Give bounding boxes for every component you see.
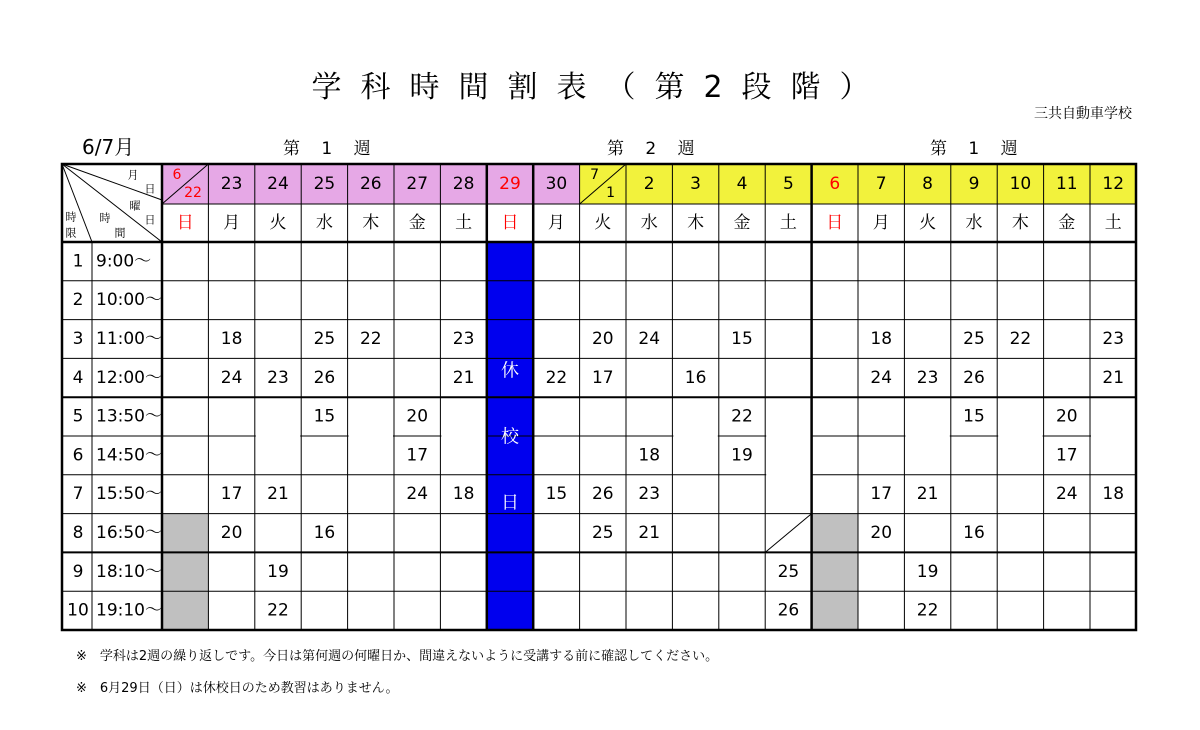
weekday-label: 金 [733,213,751,233]
lesson-number: 15 [313,406,336,427]
corner-jigen: 時 [65,210,77,224]
week-label-1: 第 1 週 [283,139,379,159]
lesson-number: 16 [684,367,707,388]
lesson-number: 17 [406,445,429,466]
period-time: 13:50～ [96,406,162,427]
lesson-number: 23 [452,329,475,349]
lesson-number: 24 [638,329,661,349]
note-holiday: ※ 6月29日（日）は休校日のため教習はありません。 [76,681,399,696]
lesson-number: 26 [591,484,614,505]
period-time: 14:50～ [96,445,162,466]
lesson-number: 18 [1102,484,1125,505]
lesson-number: 17 [220,484,243,505]
lesson-number: 23 [267,367,289,388]
slash-line [765,514,811,553]
lesson-number: 18 [220,329,243,349]
date-label: 11 [1055,174,1078,194]
lesson-number: 15 [545,484,568,505]
corner-yobi: 曜 [129,199,141,213]
lesson-number: 24 [1055,484,1078,505]
weekday-label: 日 [176,213,194,233]
corner-day2: 日 [144,213,156,227]
page-title: 学科時間割表（第2段階） [311,70,889,105]
period-time: 18:10～ [96,561,162,582]
lesson-number: 20 [220,523,243,543]
lesson-number: 18 [638,445,661,466]
lesson-number: 15 [963,406,985,427]
date-label: 25 [313,174,336,194]
lesson-number: 21 [1102,367,1125,388]
date-label: 12 [1102,174,1125,194]
period-number: 8 [72,523,84,543]
weekday-label: 土 [455,213,473,233]
lesson-number: 19 [731,445,753,466]
period-time: 12:00～ [96,367,162,388]
weekday-label: 火 [594,213,612,233]
holiday-text: 休 [501,360,519,382]
lesson-number: 22 [1009,329,1032,349]
lesson-number: 21 [638,523,661,543]
week-label-3: 第 1 週 [930,139,1026,159]
weekday-label: 金 [408,213,426,233]
lesson-number: 18 [452,484,475,505]
corner-day: 日 [144,182,156,196]
lesson-number: 17 [870,484,893,505]
date-top: 7 [590,167,600,183]
week-label-2: 第 2 週 [607,139,703,159]
date-label: 9 [968,174,980,194]
lesson-number: 19 [916,561,939,582]
date-label: 30 [545,174,568,194]
lesson-number: 22 [267,600,289,621]
lesson-number: 24 [220,367,243,388]
lesson-number: 17 [1055,445,1078,466]
lesson-number: 26 [313,367,336,388]
lesson-number: 16 [963,523,985,543]
note-repeat: ※ 学科は2週の繰り返しです。今日は第何週の何曜日か、間違えないように受講する前に確認してください。 [76,649,719,664]
month-label: 6/7月 [82,135,135,159]
lesson-number: 26 [777,600,800,621]
date-bottom: 22 [184,185,202,201]
lesson-number: 22 [916,600,939,621]
lesson-number: 23 [638,484,661,505]
date-label: 23 [220,174,243,194]
lesson-number: 22 [731,406,753,427]
period-number: 5 [72,406,84,427]
date-label: 5 [782,174,794,194]
lesson-number: 25 [963,329,985,349]
lesson-number: 17 [591,367,614,388]
lesson-number: 20 [870,523,893,543]
weekday-label: 水 [315,213,333,233]
lesson-number: 21 [267,484,289,505]
closed-block [812,514,858,630]
date-bottom: 1 [606,185,616,201]
weekday-label: 土 [779,213,797,233]
lesson-number: 22 [545,367,568,388]
weekday-label: 月 [547,213,565,233]
lesson-number: 20 [1055,406,1078,427]
period-time: 16:50～ [96,523,162,543]
weekday-label: 水 [640,213,658,233]
closed-block [162,514,208,630]
date-label: 7 [875,174,887,194]
date-label: 10 [1009,174,1032,194]
date-label: 24 [267,174,289,194]
lesson-number: 16 [313,523,336,543]
period-time: 10:00～ [96,290,162,311]
date-label: 6 [829,174,841,194]
lesson-number: 22 [359,329,382,349]
lesson-number: 25 [777,561,800,582]
date-label: 29 [499,174,521,194]
date-label: 26 [359,174,382,194]
period-number: 2 [72,290,84,311]
holiday-text: 日 [501,492,519,514]
date-label: 2 [643,174,655,194]
weekday-label: 金 [1058,213,1076,233]
period-number: 9 [72,561,84,582]
date-label: 3 [690,174,702,194]
period-time: 11:00～ [96,329,162,349]
lesson-number: 21 [452,367,475,388]
period-time: 15:50～ [96,484,162,505]
lesson-number: 21 [916,484,939,505]
date-label: 27 [406,174,429,194]
lesson-number: 15 [731,329,753,349]
corner-month: 月 [127,168,139,182]
period-time: 9:00～ [96,251,152,272]
weekday-label: 火 [269,213,287,233]
lesson-number: 23 [916,367,939,388]
weekday-label: 土 [1104,213,1122,233]
date-top: 6 [172,167,182,183]
weekday-label: 月 [223,213,241,233]
lesson-number: 26 [963,367,985,388]
corner-jigen: 限 [65,226,77,240]
lesson-number: 25 [313,329,336,349]
period-number: 4 [72,367,84,388]
lesson-number: 20 [406,406,429,427]
date-label: 4 [736,174,748,194]
holiday-text: 校 [501,426,519,448]
lesson-number: 25 [591,523,614,543]
school-name: 三共自動車学校 [1034,106,1132,122]
lesson-number: 20 [591,329,614,349]
period-time: 19:10～ [96,600,162,621]
lesson-number: 18 [870,329,893,349]
period-number: 6 [72,445,84,466]
weekday-label: 木 [687,213,705,233]
lesson-number: 24 [406,484,429,505]
weekday-label: 日 [826,213,844,233]
weekday-label: 月 [872,213,890,233]
corner-jikan: 間 [114,226,126,240]
period-number: 7 [72,484,84,505]
corner-jikan: 時 [99,211,111,225]
lesson-number: 23 [1102,329,1125,349]
period-number: 10 [67,600,89,621]
period-number: 1 [72,251,84,272]
weekday-label: 日 [501,213,519,233]
weekday-label: 火 [919,213,937,233]
weekday-label: 木 [1011,213,1029,233]
date-label: 28 [452,174,475,194]
date-label: 8 [922,174,934,194]
weekday-label: 水 [965,213,983,233]
period-number: 3 [72,329,84,349]
weekday-label: 木 [362,213,380,233]
lesson-number: 24 [870,367,893,388]
lesson-number: 19 [267,561,289,582]
